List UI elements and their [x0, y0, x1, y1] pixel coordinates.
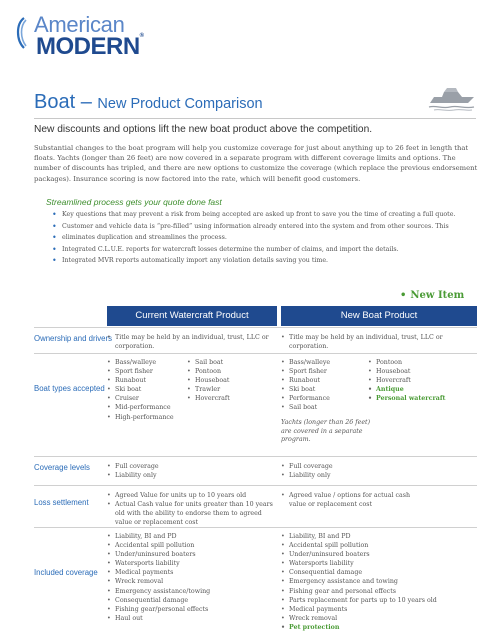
list-item: • Fishing gear and personal effects — [281, 587, 477, 596]
list-item-new: • Personal watercraft — [368, 394, 477, 403]
column-header-new: New Boat Product — [281, 306, 477, 326]
list-item: • Liability only — [107, 471, 277, 480]
list-item: • Medical payments — [281, 605, 477, 614]
row-label-boat-types: Boat types accepted — [34, 384, 105, 393]
list-item: • Liability, BI and PD — [107, 532, 277, 541]
list-item: • Watersports liability — [281, 559, 477, 568]
row-label-loss: Loss settlement — [34, 498, 89, 507]
subheading: New discounts and options lift the new boat product above the competition. — [34, 124, 373, 135]
row-label-ownership: Ownership and drivers — [34, 334, 113, 343]
column-header-current: Current Watercraft Product — [107, 306, 277, 326]
list-item: • Under/uninsured boaters — [107, 550, 277, 559]
title-divider — [34, 118, 476, 119]
row-label-coverage: Coverage levels — [34, 463, 90, 472]
list-item: • Wreck removal — [107, 577, 277, 586]
streamlined-item: • Integrated C.L.U.E. reports for watercraft losses determine the number of claims, and import the details. — [52, 245, 472, 257]
page-title — [34, 91, 263, 114]
list-item: • Sport fisher — [107, 367, 187, 376]
boat-types-new-list-a — [281, 358, 366, 413]
list-item: • Emergency assistance/towing — [107, 587, 277, 596]
boat-icon — [428, 86, 476, 112]
cell-ownership-current — [107, 333, 277, 351]
company-logo — [34, 12, 184, 62]
table-row-loss — [34, 485, 477, 528]
list-item: • Accidental spill pollution — [107, 541, 277, 550]
list-item: • Ski boat — [107, 385, 187, 394]
cell-loss-current — [107, 491, 277, 527]
streamlined-item: • Key questions that may prevent a risk from being accepted are asked up front to save you the time of creating a full quote. — [52, 210, 472, 222]
list-item: • Actual Cash value for units greater than 10 years old with the ability to endorse them to agreed value or replacement cost — [107, 500, 277, 527]
list-item: • Sail boat — [281, 403, 366, 412]
intro-paragraph: Substantial changes to the boat program will help you customize coverage for just about anything up to 26 feet in length that floats. Yachts (longer than 26 feet) are now covered in a separate program with different coverage limits and options. The number of discounts has tripled, and there are new options to customize the coverage (which replace the previous endorsement packages). Insurance scoring is now factored into the rate, which will benefit good customers. — [34, 144, 478, 183]
title-dash: – — [75, 91, 98, 113]
list-item: • Cruiser — [107, 394, 187, 403]
list-item: • Sail boat — [187, 358, 272, 367]
list-item: • Houseboat — [368, 367, 477, 376]
list-item: • Mid-performance — [107, 403, 187, 412]
list-item: • Full coverage — [281, 462, 477, 471]
list-item: • Fishing gear/personal effects — [107, 605, 277, 614]
cell-ownership-new — [281, 333, 477, 351]
list-item: • Liability only — [281, 471, 477, 480]
list-item: • Performance — [281, 394, 366, 403]
list-item: • Houseboat — [187, 376, 272, 385]
list-item: • Liability, BI and PD — [281, 532, 477, 541]
list-item: • Ski boat — [281, 385, 366, 394]
list-item: • Consequential damage — [281, 568, 477, 577]
list-item: • Medical payments — [107, 568, 277, 577]
list-item: • Title may be held by an individual, trust, LLC or corporation. — [281, 333, 477, 351]
list-item-new: • Antique — [368, 385, 477, 394]
list-item: • Full coverage — [107, 462, 277, 471]
streamlined-item-continued: • eliminates duplication and streamlines the process. — [52, 233, 472, 245]
list-item: • Agreed Value for units up to 10 years old — [107, 491, 277, 500]
list-item: • Consequential damage — [107, 596, 277, 605]
boat-types-current-list-b — [187, 358, 272, 403]
list-item: • Bass/walleye — [281, 358, 366, 367]
list-item: • Bass/walleye — [107, 358, 187, 367]
streamlined-item: • Customer and vehicle data is “pre-filled” using information already entered into the system and from other sources. This — [52, 222, 472, 234]
list-item: • Watersports liability — [107, 559, 277, 568]
streamlined-title: Streamlined process gets your quote done fast — [46, 197, 222, 207]
logo-mark-icon — [12, 16, 36, 50]
list-item: • Haul out — [107, 614, 277, 623]
table-row-boat-types — [34, 353, 477, 457]
list-item: • Pontoon — [368, 358, 477, 367]
list-item: • Pontoon — [187, 367, 272, 376]
cell-loss-new — [281, 491, 421, 509]
title-main: Boat — [34, 91, 76, 113]
table-row-ownership — [34, 327, 477, 354]
list-item: • Agreed value / options for actual cash value or replacement cost — [281, 491, 421, 509]
list-item: • Wreck removal — [281, 614, 477, 623]
new-item-legend: • New Item — [400, 290, 465, 301]
streamlined-list — [52, 210, 472, 268]
row-label-included: Included coverage — [34, 568, 98, 577]
list-item: • Hovercraft — [368, 376, 477, 385]
list-item: • Parts replacement for parts up to 10 years old — [281, 596, 477, 605]
list-item-new: • Pet protection — [281, 623, 477, 632]
cell-coverage-current — [107, 462, 277, 480]
cell-included-new — [281, 532, 477, 632]
table-row-included — [34, 527, 477, 631]
logo-line-modern: MODERN® — [36, 33, 144, 60]
table-row-coverage — [34, 456, 477, 486]
list-item: • Trawler — [187, 385, 272, 394]
list-item: • Sport fisher — [281, 367, 366, 376]
boat-types-new-list-b — [368, 358, 477, 403]
list-item: • Runabout — [107, 376, 187, 385]
list-item: • High-performance — [107, 413, 187, 422]
cell-coverage-new — [281, 462, 477, 480]
yachts-note: Yachts (longer than 26 feet) are covered in a separate program. — [281, 419, 371, 443]
logo-line-american: American — [34, 12, 125, 37]
streamlined-item: • Integrated MVR reports automatically import any violation details saving you time. — [52, 256, 472, 268]
list-item: • Title may be held by an individual, trust, LLC or corporation. — [107, 333, 277, 351]
list-item: • Emergency assistance and towing — [281, 577, 477, 586]
list-item: • Accidental spill pollution — [281, 541, 477, 550]
list-item: • Under/uninsured boaters — [281, 550, 477, 559]
title-sub: New Product Comparison — [97, 96, 263, 112]
cell-included-current — [107, 532, 277, 623]
list-item: • Runabout — [281, 376, 366, 385]
list-item: • Hovercraft — [187, 394, 272, 403]
boat-types-current-list-a — [107, 358, 187, 422]
